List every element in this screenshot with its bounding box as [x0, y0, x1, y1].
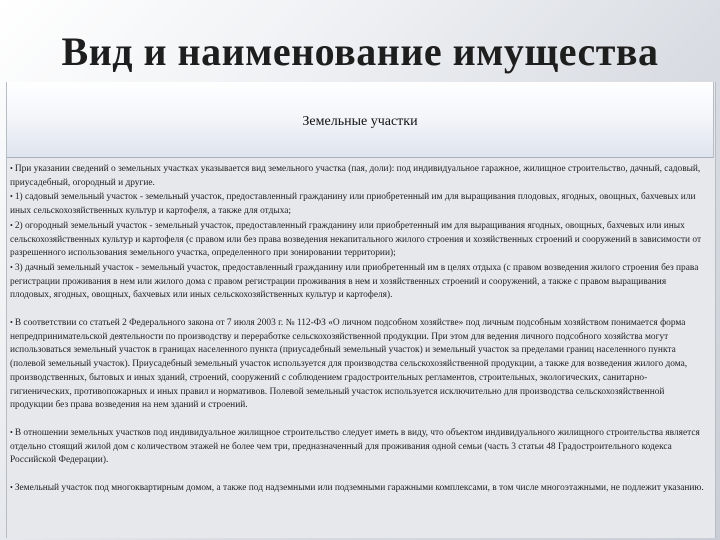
paragraph-text: 3) дачный земельный участок - земельный участок, предоставленный гражданину или приобретенный им в целях отдыха (с правом возведения жилого строения без права регистрации проживания в нем или жилого дома с правом регистрации проживания в нем и хозяйственных строений и сооружений, а также с правом выращивания плодовых, ягодных, овощных, бахчевых или иных сельскохозяйственных культур и картофеля).	[10, 262, 699, 301]
paragraph-text: 2) огородный земельный участок - земельный участок, предоставленный гражданину или приобретенный им для выращивания ягодных, овощных, бахчевых или иных сельскохозяйственных культур и картофеля (с правом или без права возведения некапитального жилого строения и хозяйственных строений и сооружений в зависимости от разрешенного использования земельного участка, определенного при зонировании территории);	[10, 220, 702, 259]
bullet-icon: •	[10, 318, 13, 328]
slide-title: Вид и наименование имущества	[61, 29, 659, 74]
paragraph-intro	[8, 162, 708, 190]
paragraph-dacha	[8, 261, 708, 303]
body-text	[8, 162, 708, 496]
paragraph-housing	[8, 426, 708, 468]
paragraph-text: В соответствии со статьей 2 Федерального закона от 7 июля 2003 г. № 112-ФЗ «О личном подсобном хозяйстве» под личным подсобным хозяйством понимается форма непредпринимательской деятельности по производству и переработке сельскохозяйственной продукции. При этом для ведения личного подсобного хозяйства могут использоваться земельный участок в границах населенного пункта (приусадебный земельный участок) и земельный участок за пределами границ населенного пункта (полевой земельный участок). Приусадебный земельный участок используется для производства сельскохозяйственной продукции, а также для возведения жилого дома, производственных, бытовых и иных зданий, строений, сооружений с соблюдением градостроительных регламентов, строительных, экологических, санитарно-гигиенических, противопожарных и иных правил и нормативов. Полевой земельный участок используется исключительно для производства сельскохозяйственной продукции без права возведения на нем зданий и строений.	[10, 318, 688, 411]
bullet-icon: •	[10, 192, 13, 202]
bullet-icon: •	[10, 164, 13, 173]
paragraph-law	[8, 316, 708, 413]
paragraph-vegetable	[8, 219, 708, 261]
paragraph-text: При указании сведений о земельных участках указывается вид земельного участка (пая, доли): под индивидуальное гаражное, жилищное строительство, дачный, садовый, приусадебный, огородный и другие.	[10, 164, 701, 188]
bullet-icon: •	[10, 220, 13, 230]
paragraph-text: 1) садовый земельный участок - земельный участок, предоставленный гражданину или приобретенный им для выращивания плодовых, ягодных, овощных, бахчевых или иных сельскохозяйственных культур и картофеля, а также для отдыха;	[10, 192, 696, 217]
paragraph-text: Земельный участок под многоквартирным домом, а также под надземными или подземными гаражными комплексами, в том числе многоэтажными, не подлежит указанию.	[14, 483, 704, 494]
paragraph-text: В отношении земельных участков под индивидуальное жилищное строительство следует иметь в виду, что объектом индивидуального жилищного строительства является отдельно стоящий жилой дом с количеством этажей не более чем три, предназначенный для проживания одной семьи (часть 3 статьи 48 Градостроительного кодекса Российской Федерации).	[10, 427, 700, 466]
bullet-icon: •	[10, 483, 13, 493]
paragraph-apartment	[8, 481, 708, 496]
bullet-icon: •	[10, 262, 13, 272]
panel-heading: Земельные участки	[302, 114, 418, 129]
paragraph-garden	[8, 190, 708, 218]
bullet-icon: •	[10, 427, 13, 437]
